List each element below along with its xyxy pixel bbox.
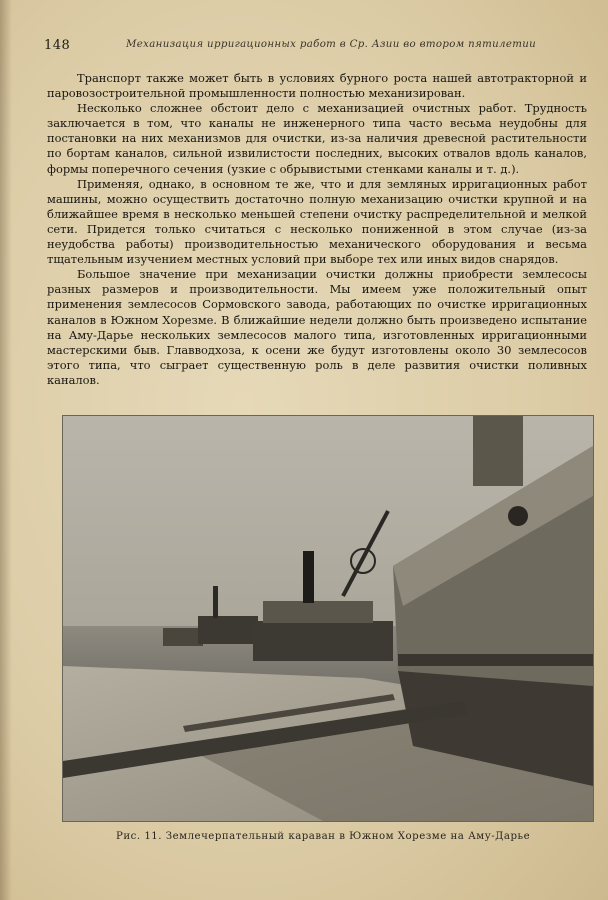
paragraph-machines: Применяя, однако, в основном те же, что и для земляных ирригационных работ машины, можно осуществить достаточно полную механизацию очистки крупной и на ближайшее время в несколько меньшей степени очистку распределительной и мелкой сети. Придется только считаться с несколько пониженной в этом случае (из-за неудобства работы) производительностью механического оборудования и весьма тщательным изучением местных условий при выборе тех или иных видов снарядов.	[47, 176, 587, 267]
foreground-barge-band	[398, 654, 593, 666]
dredger-hull	[253, 621, 393, 661]
spine-shadow	[0, 0, 12, 900]
paragraph-cleaning-difficulty: Несколько сложнее обстоит дело с механизацией очистных работ. Трудность заключается в том, что каналы не инженерного типа часто весьма неудобны для постановки на них механизмов для очистки, из-за наличия древесной растительности по бортам каналов, сильной извилистости последних, высоких отвалов вдоль каналов, формы поперечного сечения (узкие с обрывистыми стенками каналы и т. д.).	[47, 101, 587, 176]
paragraph-transport: Транспорт также может быть в условиях бурного роста нашей автотракторной и паровозостроительной промышленности полностью механизирован.	[47, 71, 587, 101]
paragraph-dredgers: Большое значение при механизации очистки должны приобрести землесосы разных размеров и производительности. Мы имеем уже положительный опыт применения землесосов Сормовского завода, работающих по очистке ирригационных каналов в Южном Хорезме. В ближайшие недели должно быть произведено испытание на Аму-Дарье нескольких землесосов малого типа, изготовленных ирригационными мастерскими быв. Главводхоза, к осени же будут изготовлены около 30 землесосов этого типа, что сыграет существенную роль в деле развития очистки поливных каналов.	[47, 267, 587, 387]
body-text	[47, 71, 587, 388]
figure-caption: Рис. 11. Землечерпательный караван в Южном Хорезме на Аму-Дарье	[116, 831, 531, 842]
dredging-caravan-photo	[62, 415, 594, 822]
barge-tower	[473, 416, 523, 486]
distant-barge	[163, 628, 203, 646]
dredger-funnel	[303, 551, 314, 603]
photo-illustration	[63, 416, 593, 821]
barge-smokestack	[213, 586, 218, 618]
distant-barge-2	[198, 616, 258, 644]
porthole	[508, 506, 528, 526]
running-head: Механизация ирригационных работ в Ср. Азии во втором пятилетии	[126, 39, 537, 50]
page-header	[44, 38, 548, 56]
dredger-cabin	[263, 601, 373, 623]
page-number: 148	[44, 38, 71, 53]
